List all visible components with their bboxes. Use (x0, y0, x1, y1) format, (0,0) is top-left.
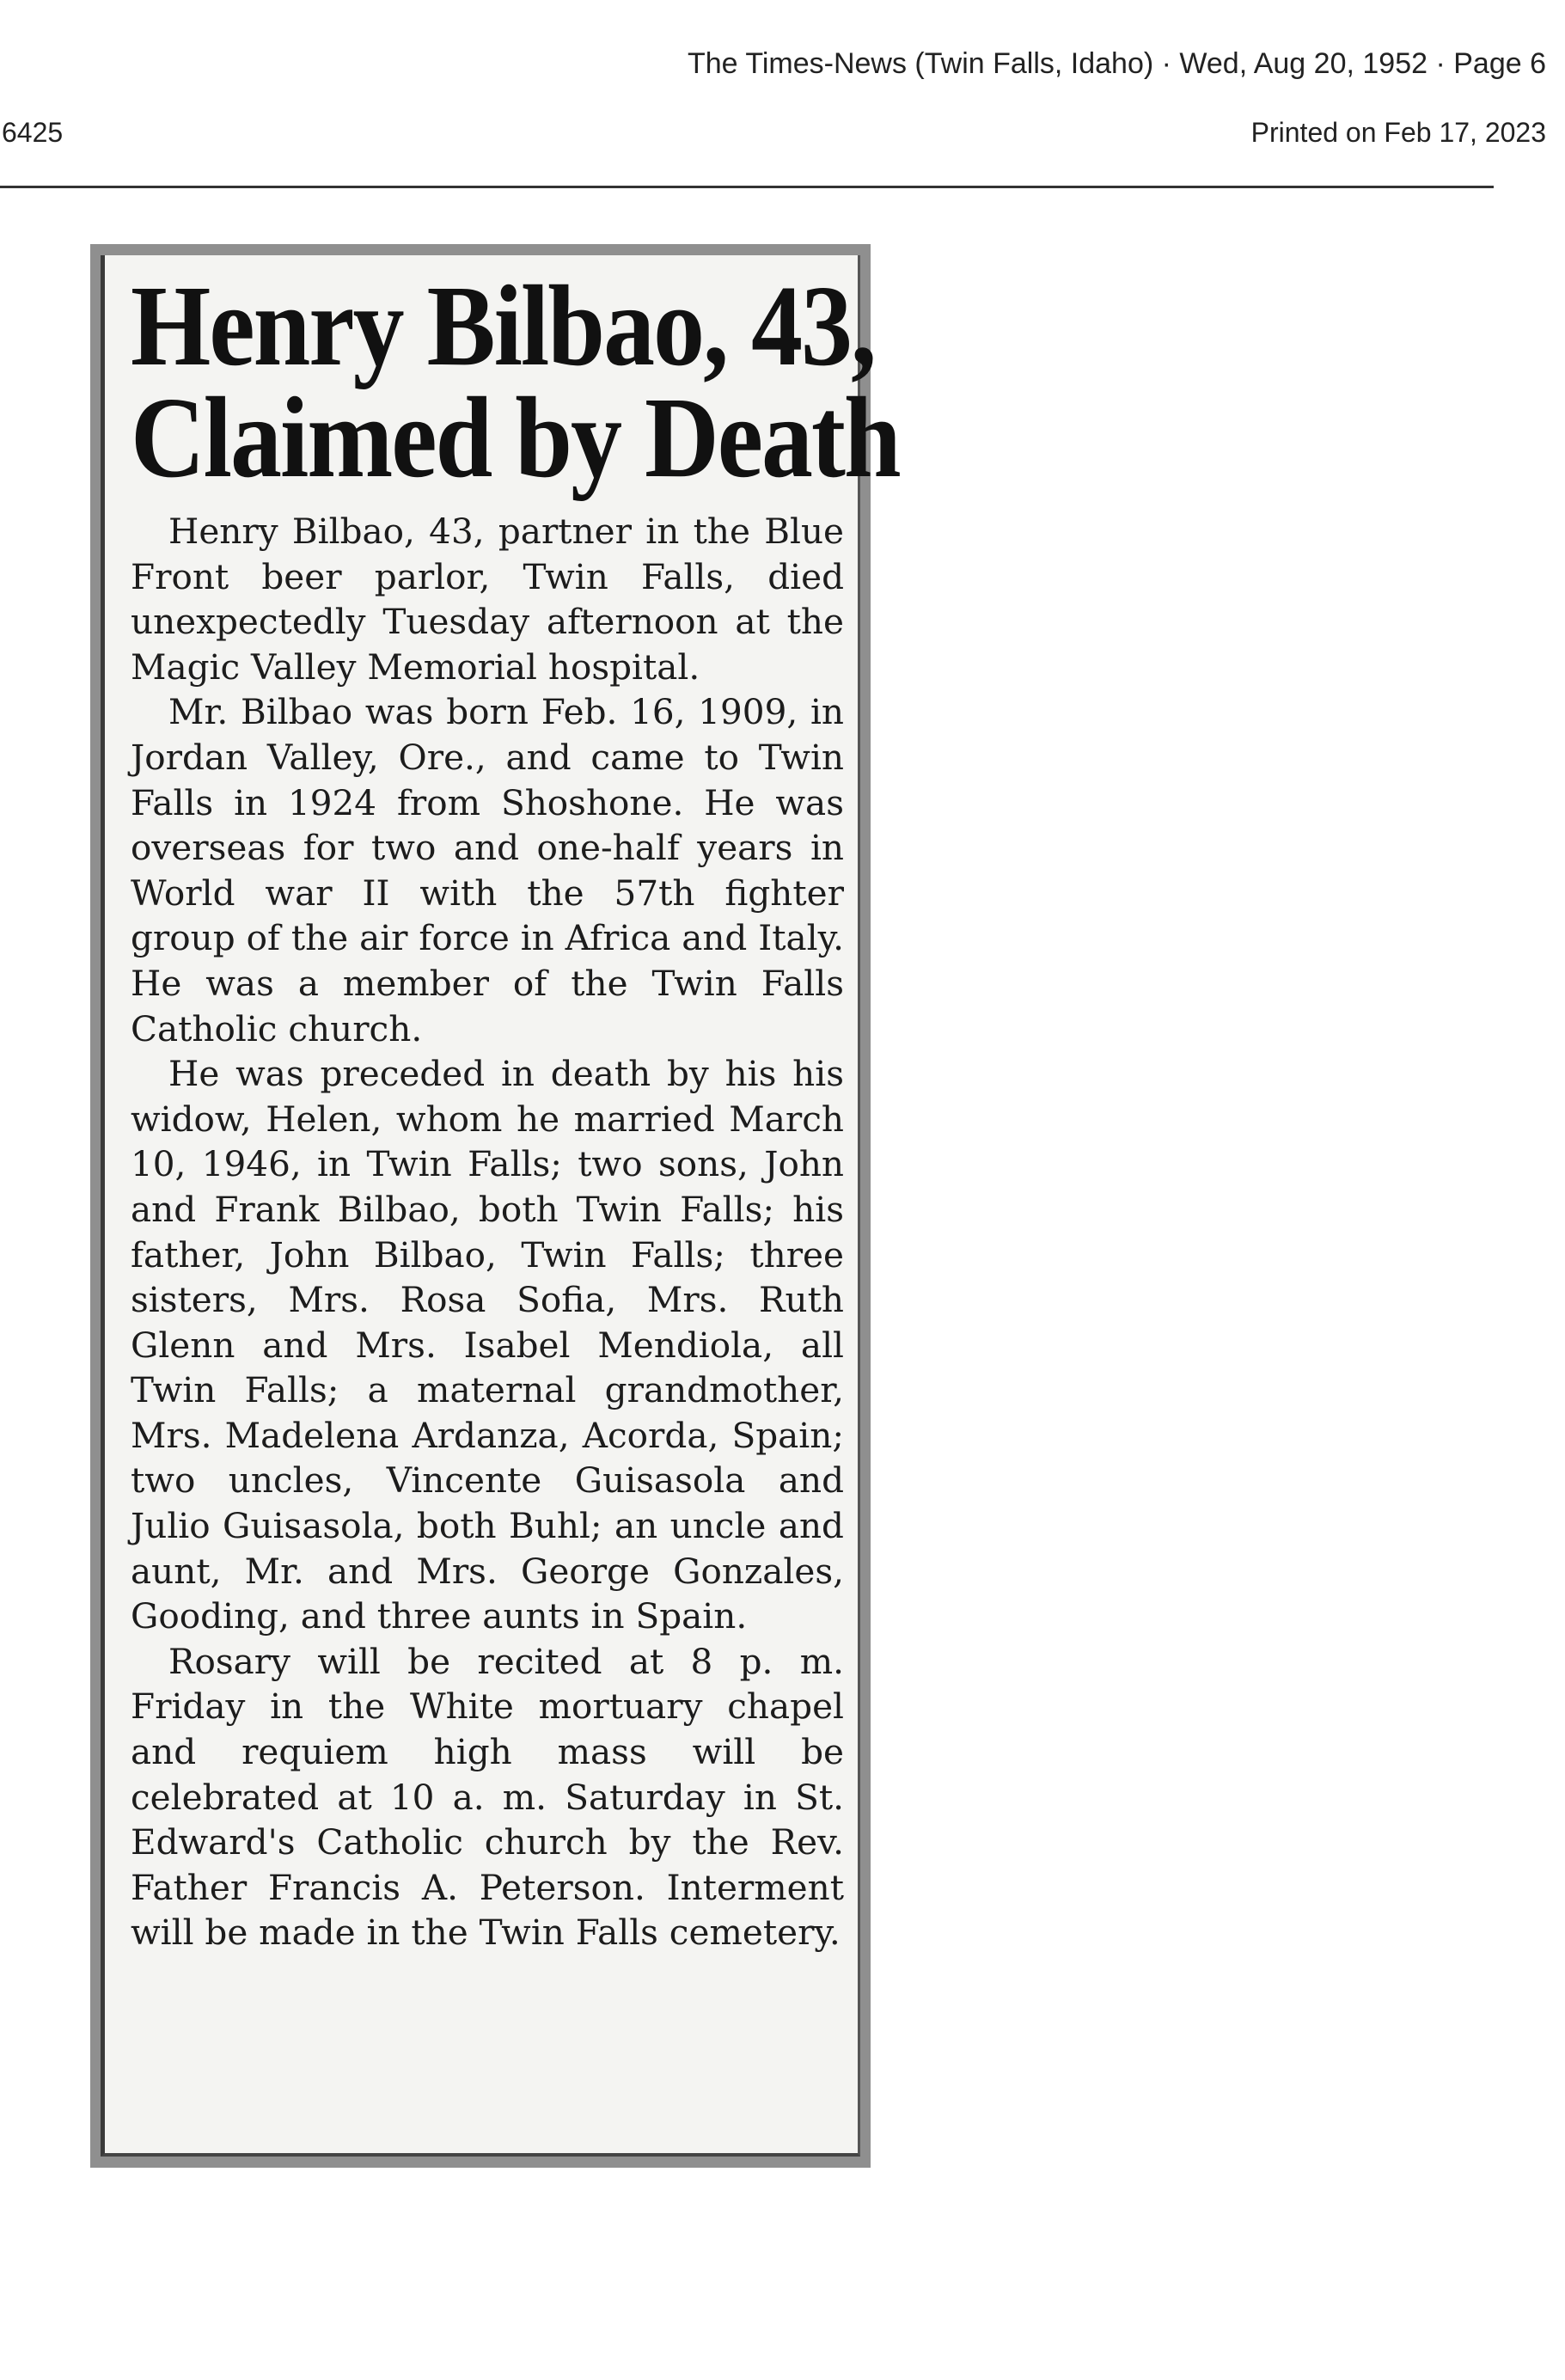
publication-line: The Times-News (Twin Falls, Idaho) · Wed, Aug 20, 1952 · Page 6 (687, 47, 1546, 80)
headline-line-1: Henry Bilbao, 43, (131, 261, 876, 390)
header-divider (0, 186, 1494, 188)
article-paragraph: He was preceded in death by his his widow, Helen, whom he married March 10, 1946, in Twin Falls; two sons, John and Frank Bilbao, both Twin Falls; his father, John Bilbao, Twin Falls; three sisters, Mrs. Rosa Sofia, Mrs. Ruth Glenn and Mrs. Isabel Mendiola, all Twin Falls; a maternal grandmother, Mrs. Madelena Ardanza, Acorda, Spain; two uncles, Vincente Guisasola and Julio Guisasola, both Buhl; an uncle and aunt, Mr. and Mrs. George Gonzales, Gooding, and three aunts in Spain. (131, 1053, 844, 1637)
article-body (131, 509, 844, 1955)
article-paragraph: Mr. Bilbao was born Feb. 16, 1909, in Jordan Valley, Ore., and came to Twin Falls in 1924 from Shoshone. He was overseas for two and one-half years in World war II with the 57th fighter group of the air force in Africa and Italy. He was a member of the Twin Falls Catholic church. (131, 691, 844, 1049)
newspaper-clipping (101, 255, 900, 2157)
printed-date: Printed on Feb 17, 2023 (1250, 117, 1546, 148)
article-paragraph: Rosary will be recited at 8 p. m. Friday in the White mortuary chapel and requiem high mass will be celebrated at 10 a. m. Saturday in St. Edward's Catholic church by the Rev. Father Francis A. Peterson. Interment will be made in the Twin Falls cemetery. (131, 1640, 844, 1954)
clipping-content (131, 261, 900, 1955)
article-paragraph: Henry Bilbao, 43, partner in the Blue Front beer parlor, Twin Falls, died unexpectedly Tuesday afternoon at the Magic Valley Memorial hospital. (131, 511, 844, 688)
headline-line-2: Claimed by Death (131, 373, 900, 502)
clip-id: 6425 (2, 117, 64, 148)
